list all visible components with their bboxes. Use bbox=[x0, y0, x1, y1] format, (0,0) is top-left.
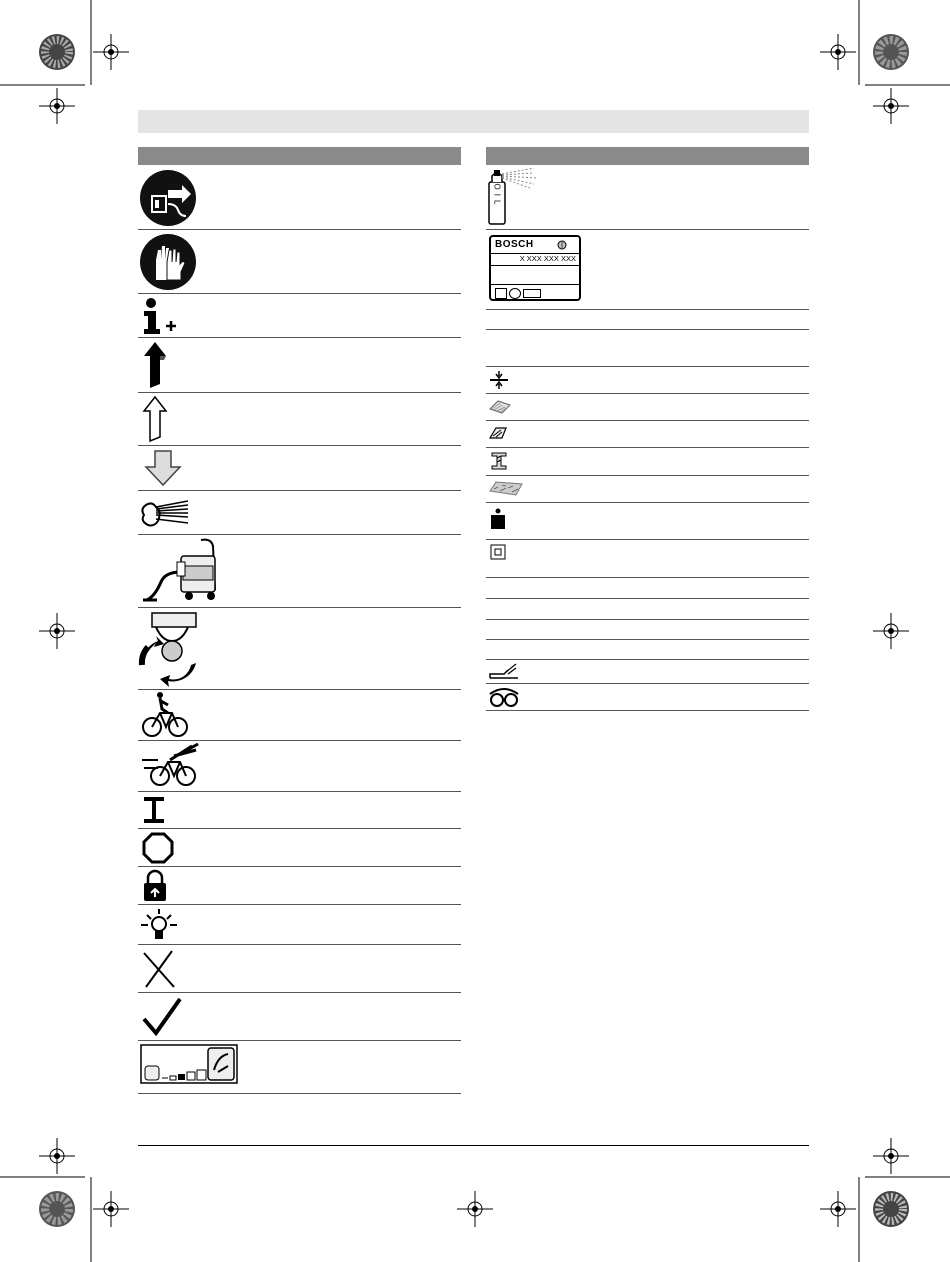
left-row-4 bbox=[138, 338, 461, 393]
left-row-5 bbox=[138, 393, 461, 446]
octagon-icon bbox=[141, 831, 175, 865]
left-row-12 bbox=[138, 792, 461, 829]
arrow-up-outline-icon bbox=[140, 395, 170, 443]
right-row-13 bbox=[486, 599, 809, 620]
left-row-16 bbox=[138, 945, 461, 993]
nameplate-circle bbox=[509, 288, 521, 299]
right-row-15 bbox=[486, 640, 809, 660]
right-row-6 bbox=[486, 394, 809, 421]
right-row-7 bbox=[486, 421, 809, 448]
insulation-class-icon bbox=[489, 543, 509, 563]
right-row-11 bbox=[486, 540, 809, 578]
left-row-2 bbox=[138, 230, 461, 294]
i-beam-icon bbox=[142, 795, 172, 825]
arrow-down-icon bbox=[143, 449, 183, 489]
bicycle-slow-icon bbox=[140, 691, 190, 739]
right-row-9 bbox=[486, 476, 809, 503]
left-row-7 bbox=[138, 491, 461, 535]
right-row-10 bbox=[486, 503, 809, 540]
left-row-1 bbox=[138, 166, 461, 230]
right-row-12 bbox=[486, 578, 809, 599]
right-row-3 bbox=[486, 310, 809, 330]
vacuum-cleaner-icon bbox=[141, 536, 225, 606]
left-row-15 bbox=[138, 905, 461, 945]
arrow-up-filled-icon bbox=[140, 340, 170, 390]
nameplate-rect bbox=[523, 289, 541, 298]
right-row-17 bbox=[486, 684, 809, 711]
weight-icon bbox=[489, 507, 509, 533]
right-row-5 bbox=[486, 367, 809, 394]
nameplate-divider-mid bbox=[491, 265, 579, 266]
rotate-attachment-icon bbox=[138, 609, 202, 687]
spray-icon bbox=[138, 493, 190, 531]
header-bar bbox=[138, 110, 809, 133]
gloves-icon bbox=[138, 232, 198, 292]
metal-beam-icon bbox=[488, 450, 510, 472]
left-row-10 bbox=[138, 690, 461, 741]
workpiece-icon bbox=[488, 662, 520, 682]
cross-icon bbox=[140, 947, 180, 991]
unplug-icon bbox=[138, 168, 198, 228]
checkmark-icon bbox=[140, 995, 184, 1039]
left-row-6 bbox=[138, 446, 461, 491]
nameplate-icon bbox=[489, 235, 581, 301]
left-row-9 bbox=[138, 608, 461, 690]
oil-can-icon bbox=[486, 168, 538, 228]
nameplate-divider-low bbox=[491, 284, 579, 285]
globe-icon bbox=[557, 240, 567, 250]
left-row-14 bbox=[138, 867, 461, 905]
left-column-header bbox=[138, 147, 461, 165]
light-bulb-icon bbox=[139, 907, 179, 943]
plastic-icon bbox=[488, 424, 510, 444]
bicycle-fast-icon bbox=[140, 742, 202, 790]
nameplate-brand: BOSCH bbox=[495, 239, 534, 250]
stone-icon bbox=[488, 479, 524, 499]
cut-depth-icon bbox=[488, 370, 510, 390]
left-row-13 bbox=[138, 829, 461, 867]
oil-label: OIL bbox=[492, 183, 502, 209]
right-row-4 bbox=[486, 330, 809, 367]
right-row-2 bbox=[486, 230, 809, 310]
info-plus-icon bbox=[140, 296, 180, 336]
left-row-11 bbox=[138, 741, 461, 792]
lock-icon bbox=[141, 869, 171, 903]
right-row-8 bbox=[486, 448, 809, 476]
left-row-8 bbox=[138, 535, 461, 608]
safety-glasses-icon bbox=[487, 686, 521, 708]
nameplate-square bbox=[495, 288, 507, 299]
nameplate-part-number: X XXX XXX XXX bbox=[519, 254, 576, 263]
right-row-16 bbox=[486, 660, 809, 684]
right-column-header bbox=[486, 147, 809, 165]
right-row-1 bbox=[486, 166, 809, 230]
right-row-14 bbox=[486, 620, 809, 640]
speed-levels-icon bbox=[140, 1044, 240, 1086]
left-row-18 bbox=[138, 1041, 461, 1094]
footer-rule bbox=[138, 1145, 809, 1146]
left-row-17 bbox=[138, 993, 461, 1041]
wood-icon bbox=[488, 397, 512, 417]
left-row-3 bbox=[138, 294, 461, 338]
